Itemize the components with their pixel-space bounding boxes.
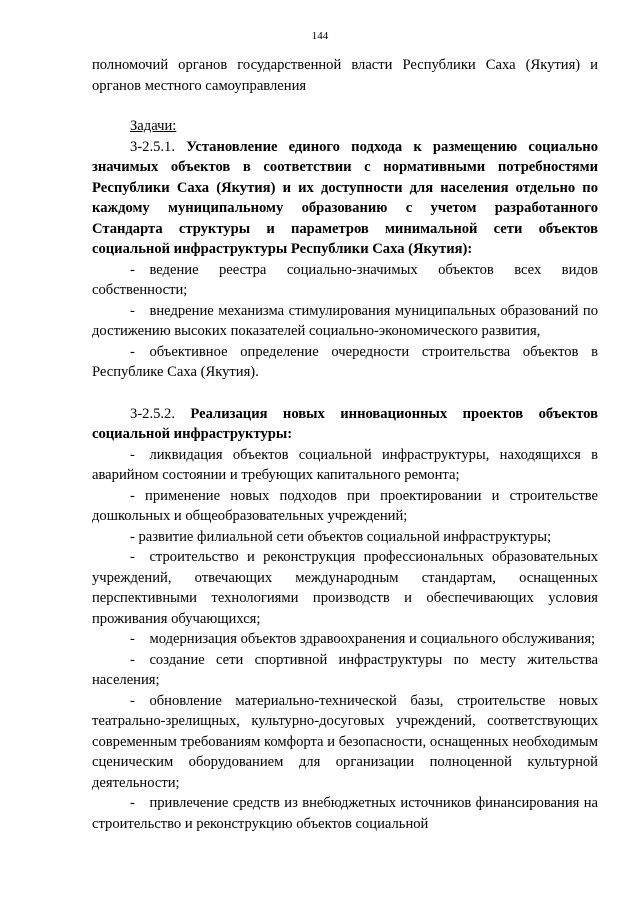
section-number: 3-2.5.1. — [130, 138, 175, 155]
section-heading-1 — [92, 137, 598, 260]
section-number: 3-2.5.2. — [130, 405, 175, 422]
list-item: - модернизация объектов здравоохранения и социального обслуживания; — [130, 631, 596, 647]
document-body — [92, 55, 598, 834]
page-number: 144 — [311, 30, 329, 42]
list-item: - объективное определение очередности строительства объектов в Республике Саха (Якутия). — [92, 343, 598, 380]
list-item: - обновление материально-технической базы, строительстве новых театрально-зрелищных, культурно-досуговых учреждений, соответствующих современным требованиям комфорта и безопасности, оснащенных необходимым сценическим оборудованием для организации полноценной культурной деятельности; — [92, 692, 598, 791]
list-item: - строительство и реконструкция профессиональных образовательных учреждений, отвечающих международным стандартам, оснащенных перспективными технологиями производств и обеспечивающих условия проживания обучающихся; — [92, 549, 598, 627]
intro-paragraph: полномочий органов государственной власти Республики Саха (Якутия) и органов местного самоуправления — [92, 57, 598, 94]
section-title: Установление единого подхода к размещению социально значимых объектов в соответствии с нормативными потребностями Республики Саха (Якутия) и их доступности для населения отдельно по каждому муниципальному образованию с учетом разработанного Стандарта структуры и параметров минимальной сети объектов социальной инфраструктуры Республики Саха (Якутия): — [92, 138, 598, 257]
section-title: Реализация новых инновационных проектов объектов социальной инфраструктуры: — [92, 405, 598, 442]
list-item: - ведение реестра социально-значимых объектов всех видов собственности; — [92, 261, 598, 298]
list-item: - применение новых подходов при проектировании и строительстве дошкольных и общеобразовательных учреждений; — [92, 487, 598, 524]
tasks-heading — [92, 116, 598, 137]
list-item: - развитие филиальной сети объектов социальной инфраструктуры; — [130, 528, 552, 545]
list-item: - привлечение средств из внебюджетных источников финансирования на строительство и реконструкцию объектов социальной — [92, 795, 598, 832]
section-heading-2 — [92, 404, 598, 445]
list-item: - ликвидация объектов социальной инфраструктуры, находящихся в аварийном состоянии и требующих капитального ремонта; — [92, 446, 598, 483]
tasks-label: Задачи: — [130, 118, 177, 134]
list-item: - внедрение механизма стимулирования муниципальных образований по достижению высоких показателей социально-экономического развития, — [92, 302, 598, 339]
list-item: - создание сети спортивной инфраструктуры по месту жительства населения; — [92, 651, 598, 688]
